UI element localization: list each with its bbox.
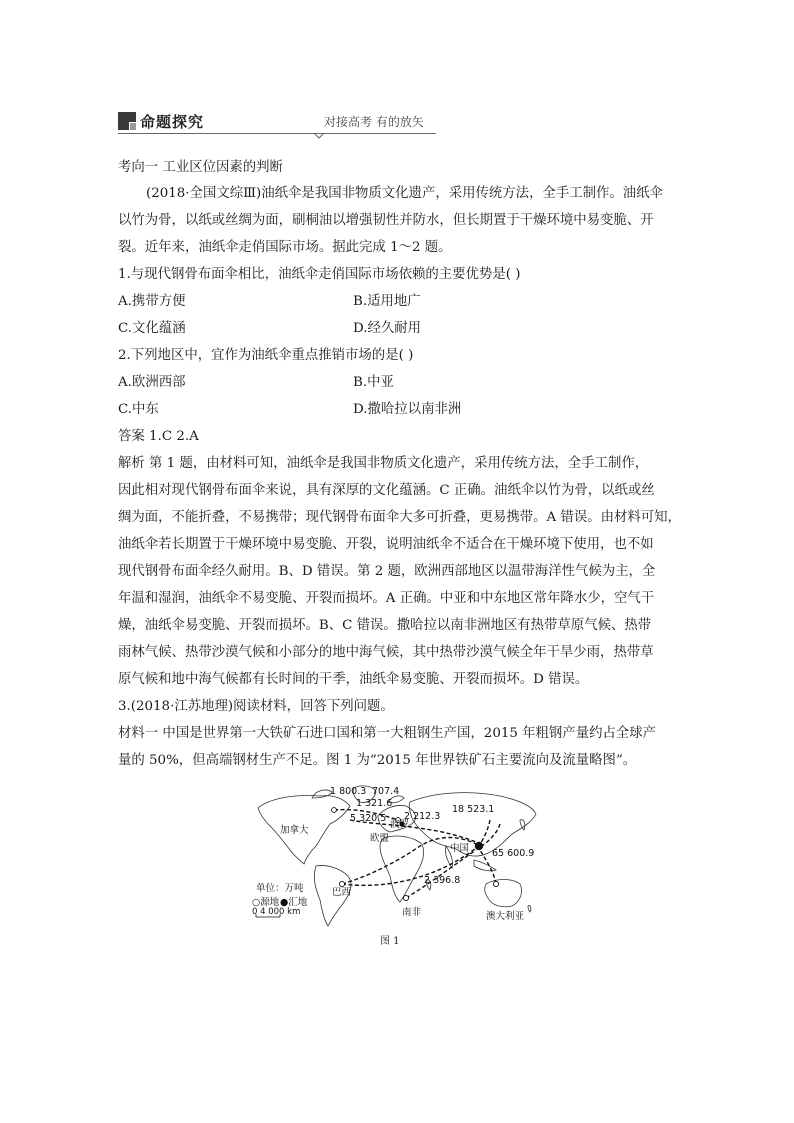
legend-unit: 单位：万吨 xyxy=(256,883,304,894)
material-1-line-1: 材料一 中国是世界第一大铁矿石进口国和第一大粗钢生产国，2015 年粗钢产量约占全球产 xyxy=(118,726,657,741)
question-1-stem: 1.与现代钢骨布面伞相比，油纸伞走俏国际市场依赖的主要优势是( ) xyxy=(118,267,521,282)
legend-sink: ●汇地 xyxy=(280,897,308,908)
question-2-option-a: A.欧洲西部 xyxy=(118,375,186,390)
question-2-option-d: D.撒哈拉以南非洲 xyxy=(353,402,462,417)
header-subtitle: 对接高考 有的放矢 xyxy=(324,115,424,129)
label-south-africa: 南非 xyxy=(402,907,422,918)
flow-value-1321: 1 321.6 xyxy=(356,798,393,809)
analysis-line-5: 现代钢骨布面伞经久耐用。B、D 错误。第 2 题，欧洲西部地区以温带海洋性气候为主，全 xyxy=(118,564,656,579)
flow-value-707: 707.4 xyxy=(372,786,400,797)
question-2-option-b: B.中亚 xyxy=(353,375,394,390)
label-brazil: 巴西 xyxy=(332,887,352,898)
question-2-option-c: C.中东 xyxy=(118,402,159,417)
header-square-icon xyxy=(118,112,136,130)
flow-value-18523: 18 523.1 xyxy=(452,804,495,815)
flow-value-2396: 2 396.8 xyxy=(424,875,461,886)
analysis-line-2: 因此相对现代钢骨布面伞来说，具有深厚的文化蕴涵。C 正确。油纸伞以竹为骨，以纸或丝 xyxy=(118,483,655,498)
analysis-line-8: 雨林气候、热带沙漠气候和小部分的地中海气候，其中热带沙漠气候全年干旱少雨，热带草 xyxy=(118,645,654,660)
answer-line: 答案 1.C 2.A xyxy=(118,429,199,444)
analysis-line-7: 燥，油纸伞易变脆、开裂而损坏。B、C 错误。撒哈拉以南非洲地区有热带草原气候、热带 xyxy=(118,618,652,633)
legend-source: ○源地 xyxy=(252,897,280,908)
label-baltic: 波罗 xyxy=(390,819,410,830)
flow-value-2212: 2 212.3 xyxy=(404,811,441,822)
analysis-line-1: 解析 第 1 题，由材料可知，油纸伞是我国非物质文化遗产，采用传统方法，全手工制作， xyxy=(118,456,649,471)
analysis-line-9: 原气候和地中海气候都有长时间的干季，油纸伞易变脆、开裂而损坏。D 错误。 xyxy=(118,672,589,687)
flow-value-1800: 1 800.3 xyxy=(330,786,367,797)
label-australia: 澳大利亚 xyxy=(486,911,525,922)
analysis-line-3: 绸为面，不能折叠，不易携带；现代钢骨布面伞大多可折叠，更易携带。A 错误。由材料可知， xyxy=(118,510,681,525)
legend-scale: 0 4 000 km xyxy=(252,907,301,917)
analysis-line-6: 年温和湿润，油纸伞不易变脆、开裂而损坏。A 正确。中亚和中东地区常年降水少，空气干 xyxy=(118,591,655,606)
question-1-option-c: C.文化蕴涵 xyxy=(118,321,186,336)
label-canada: 加拿大 xyxy=(280,825,309,836)
label-eu: 欧盟 xyxy=(370,833,390,844)
flow-value-5320: 5 320.5 xyxy=(350,813,387,824)
question-1-option-d: D.经久耐用 xyxy=(353,321,422,336)
question-2-stem: 2.下列地区中，宜作为油纸伞重点推销市场的是( ) xyxy=(118,348,414,363)
analysis-line-4: 油纸伞若长期置于干燥环境中易变脆、开裂，说明油纸伞不适合在干燥环境下使用，也不如 xyxy=(118,537,654,552)
material-1-line-2: 量的 50%，但高端钢材生产不足。图 1 为“2015 年世界铁矿石主要流向及流量略图”。 xyxy=(118,753,637,768)
flow-value-65600: 65 600.9 xyxy=(492,848,535,859)
header-notch xyxy=(314,133,324,139)
header-title: 命题探究 xyxy=(140,113,205,131)
iron-ore-flow-map xyxy=(250,780,545,930)
figure-caption: 图 1 xyxy=(380,936,400,947)
passage-line-2: 以竹为骨，以纸或丝绸为面，刷桐油以增强韧性并防水，但长期置于干燥环境中易变脆、开 xyxy=(118,213,654,228)
label-china: 中国 xyxy=(450,843,470,854)
section-heading: 考向一 工业区位因素的判断 xyxy=(118,160,283,175)
question-1-option-b: B.适用地广 xyxy=(353,294,421,309)
passage-line-3: 裂。近年来，油纸伞走俏国际市场。据此完成 1～2 题。 xyxy=(118,240,452,255)
header-divider xyxy=(118,133,436,134)
question-3-stem: 3.(2018·江苏地理)阅读材料，回答下列问题。 xyxy=(118,699,394,714)
section-header xyxy=(118,109,436,135)
passage-line-1: (2018·全国文综Ⅲ)油纸伞是我国非物质文化遗产，采用传统方法，全手工制作。油纸伞 xyxy=(146,186,663,201)
question-1-option-a: A.携带方便 xyxy=(118,294,186,309)
